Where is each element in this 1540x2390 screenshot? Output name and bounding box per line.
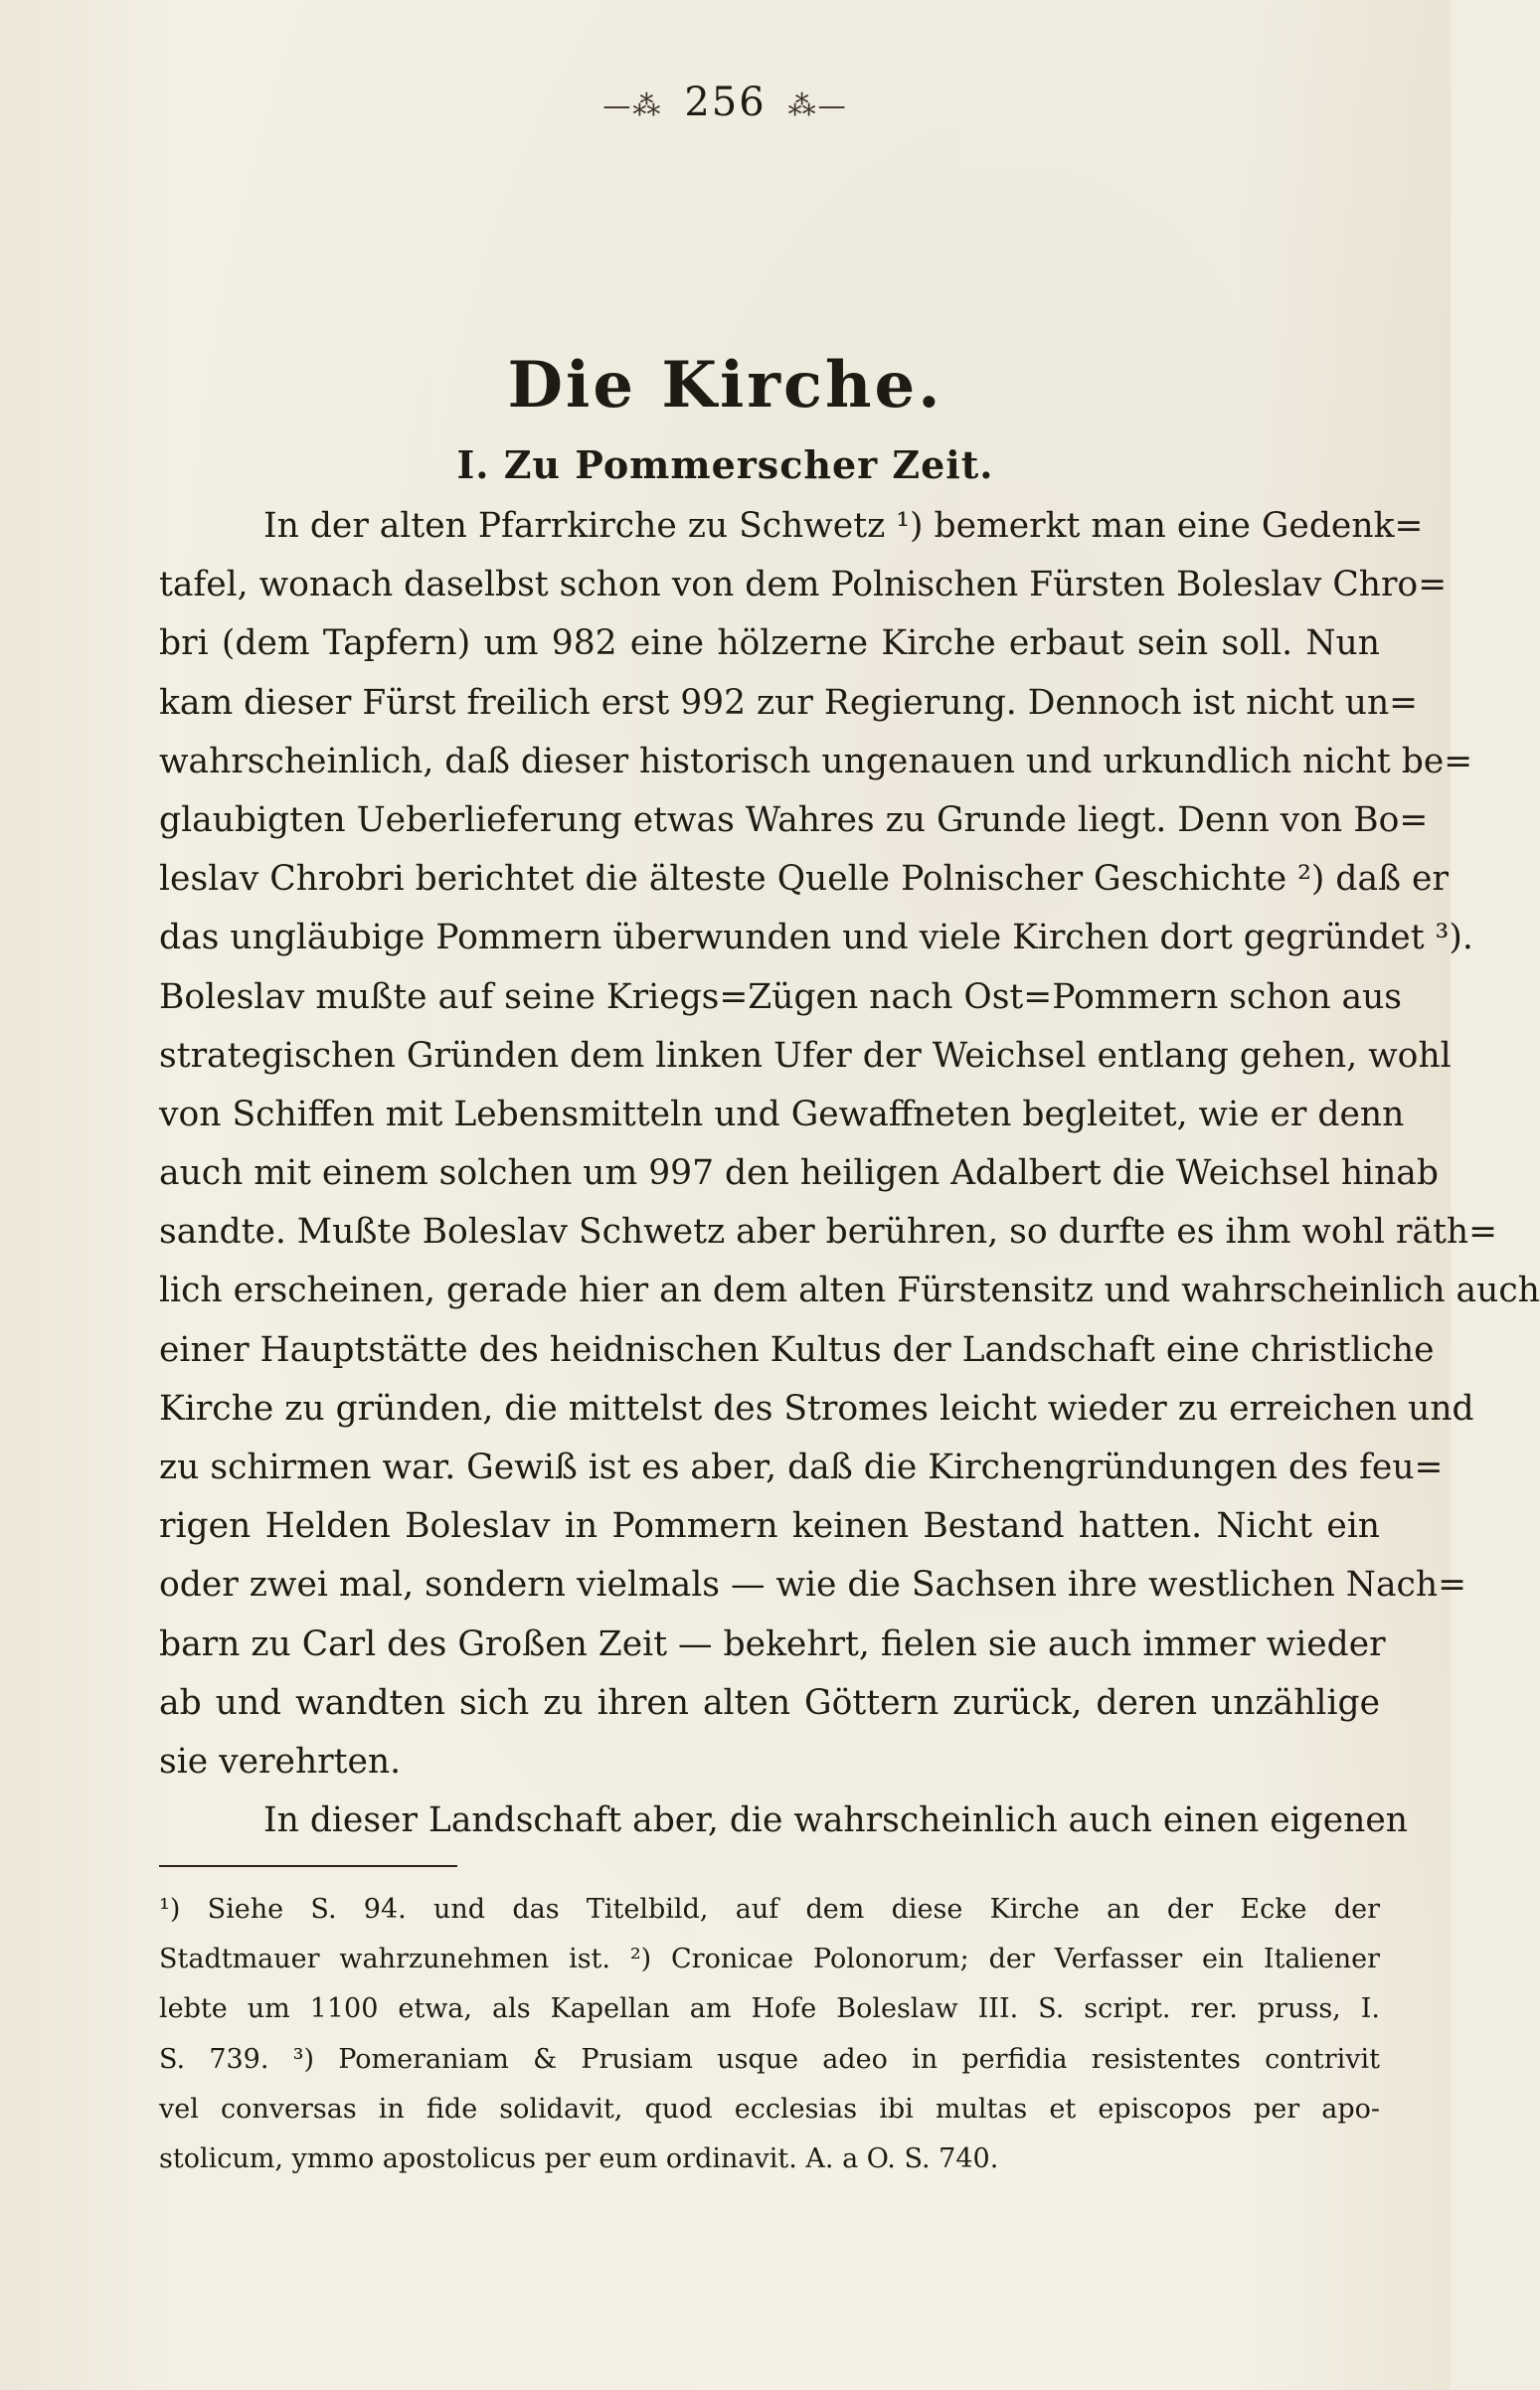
section-subtitle: I. Zu Pommerscher Zeit. <box>456 442 994 487</box>
body-line: sandte. Mußte Boleslav Schwetz aber berühren, so durfte es ihm wohl räth= <box>159 1212 1497 1253</box>
body-line: barn zu Carl des Großen Zeit — bekehrt, fielen sie auch immer wieder <box>159 1623 1386 1664</box>
body-line: Kirche zu gründen, die mittelst des Stromes leicht wieder zu erreichen und <box>159 1388 1474 1429</box>
footnote-line: S. 739. ³) Pomeraniam & Prusiam usque adeo in perfidia resistentes contrivit <box>159 2043 1380 2075</box>
body-line: zu schirmen war. Gewiß ist es aber, daß die Kirchengründungen des feu= <box>159 1448 1444 1487</box>
footnote-line: stolicum, ymmo apostolicus per eum ordinavit. A. a O. S. 740. <box>159 2142 999 2174</box>
body-line: leslav Chrobri berichtet die älteste Quelle Polnischer Geschichte ²) daß er <box>159 859 1449 900</box>
body-line: einer Hauptstätte des heidnischen Kultus der Landschaft eine christliche <box>159 1329 1435 1370</box>
body-line: das ungläubige Pommern überwunden und viele Kirchen dort gegründet ³). <box>159 918 1473 958</box>
body-line: In der alten Pfarrkirche zu Schwetz ¹) bemerkt man eine Gedenk= <box>263 506 1424 546</box>
footnote-line: Stadtmauer wahrzunehmen ist. ²) Cronicae Polonorum; der Verfasser ein Italiener <box>159 1944 1380 1975</box>
body-line: In dieser Landschaft aber, die wahrscheinlich auch einen eigenen <box>263 1800 1409 1841</box>
body-line: oder zwei mal, sondern vielmals — wie die Sachsen ihre westlichen Nach= <box>159 1565 1466 1606</box>
body-line: strategischen Gründen dem linken Ufer der Weichsel entlang gehen, wohl <box>159 1035 1452 1076</box>
footnote-line: ¹) Siehe S. 94. und das Titelbild, auf dem diese Kirche an der Ecke der <box>159 1894 1380 1925</box>
body-line: tafel, wonach daselbst schon von dem Polnischen Fürsten Boleslav Chro= <box>159 565 1448 605</box>
body-line: wahrscheinlich, daß dieser historisch ungenauen und urkundlich nicht be= <box>159 741 1473 781</box>
page-header <box>0 80 1451 125</box>
body-line: rigen Helden Boleslav in Pommern keinen Bestand hatten. Nicht ein <box>159 1506 1380 1547</box>
body-line: von Schiffen mit Lebensmitteln und Gewaffneten begleitet, wie er denn <box>159 1094 1405 1134</box>
footnotes <box>159 1885 1380 2184</box>
chapter-title: Die Kirche. <box>507 348 943 423</box>
footnote-line: lebte um 1100 etwa, als Kapellan am Hofe Boleslaw III. S. script. rer. pruss, I. <box>159 1993 1380 2025</box>
header-ornament-left: —⁂ <box>602 88 663 122</box>
body-line: bri (dem Tapfern) um 982 eine hölzerne Kirche erbaut sein soll. Nun <box>159 623 1380 664</box>
footnote-line: vel conversas in fide solidavit, quod ecclesias ibi multas et episcopos per apo- <box>159 2093 1380 2125</box>
page-number: 256 <box>684 80 767 125</box>
body-line: glaubigten Ueberlieferung etwas Wahres zu Grunde liegt. Denn von Bo= <box>159 799 1429 840</box>
body-line: sie verehrten. <box>159 1741 402 1782</box>
body-line: Boleslav mußte auf seine Kriegs=Zügen nach Ost=Pommern schon aus <box>159 976 1403 1017</box>
body-line: kam dieser Fürst freilich erst 992 zur Regierung. Dennoch ist nicht un= <box>159 682 1419 723</box>
body-text <box>159 497 1540 1850</box>
body-line: ab und wandten sich zu ihren alten Göttern zurück, deren unzählige <box>159 1682 1380 1723</box>
header-ornament-right: ⁂— <box>787 88 848 122</box>
footnote-divider <box>159 1865 457 1867</box>
body-line: lich erscheinen, gerade hier an dem alten Fürstensitz und wahrscheinlich auch <box>159 1271 1540 1311</box>
body-line: auch mit einem solchen um 997 den heiligen Adalbert die Weichsel hinab <box>159 1153 1439 1194</box>
